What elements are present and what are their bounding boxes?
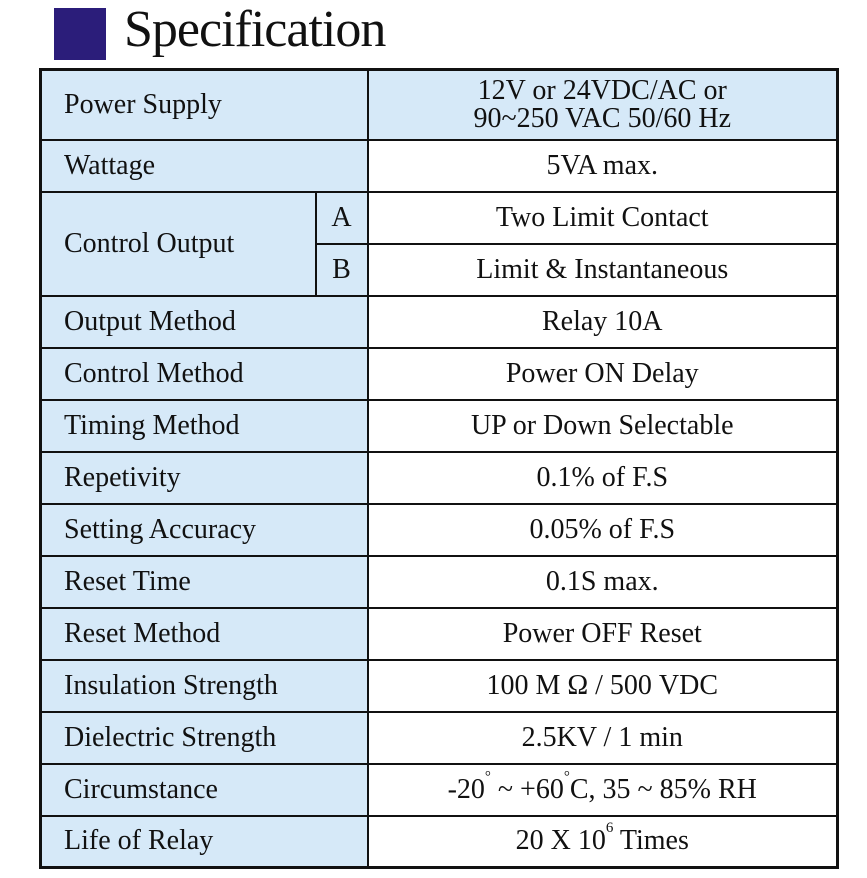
page-title: Specification bbox=[124, 1, 386, 58]
degree-mark: ° bbox=[484, 768, 491, 785]
table-row bbox=[41, 504, 838, 556]
table-row bbox=[41, 296, 838, 348]
spec-sub-label: A bbox=[316, 192, 368, 244]
spec-value: 100 M Ω / 500 VDC bbox=[368, 660, 838, 712]
table-row bbox=[41, 556, 838, 608]
degree-mark: ° bbox=[563, 768, 570, 785]
spec-label: Power Supply bbox=[41, 70, 368, 140]
relay-life-unit: Times bbox=[613, 825, 689, 857]
spec-value: 2.5KV / 1 min bbox=[368, 712, 838, 764]
spec-label: Repetivity bbox=[41, 452, 368, 504]
table-row bbox=[41, 816, 838, 868]
table-row bbox=[41, 348, 838, 400]
spec-label: Wattage bbox=[41, 140, 368, 192]
spec-label: Insulation Strength bbox=[41, 660, 368, 712]
table-row bbox=[41, 660, 838, 712]
spec-value: Limit & Instantaneous bbox=[368, 244, 838, 296]
relay-life-base: 20 X 10 bbox=[515, 825, 606, 857]
table-row bbox=[41, 70, 838, 140]
table-row bbox=[41, 400, 838, 452]
table-row bbox=[41, 452, 838, 504]
spec-value: 5VA max. bbox=[368, 140, 838, 192]
relay-life-exponent: 6 bbox=[605, 820, 614, 837]
spec-label: Control Output bbox=[41, 192, 316, 296]
table-row bbox=[41, 712, 838, 764]
spec-label: Output Method bbox=[41, 296, 368, 348]
spec-value bbox=[368, 816, 838, 868]
table-row bbox=[41, 764, 838, 816]
circumstance-min: -20 bbox=[447, 773, 485, 805]
spec-value: 0.1% of F.S bbox=[368, 452, 838, 504]
spec-value: 0.05% of F.S bbox=[368, 504, 838, 556]
table-row bbox=[41, 608, 838, 660]
spec-label: Timing Method bbox=[41, 400, 368, 452]
header-square-icon bbox=[54, 8, 106, 60]
circumstance-rest: C, 35 ~ 85% RH bbox=[569, 773, 757, 805]
spec-label: Dielectric Strength bbox=[41, 712, 368, 764]
spec-label: Reset Method bbox=[41, 608, 368, 660]
table-row bbox=[41, 140, 838, 192]
circumstance-max: ~ +60 bbox=[490, 773, 564, 805]
spec-value bbox=[368, 764, 838, 816]
spec-value bbox=[368, 70, 838, 140]
spec-value-line: 90~250 VAC 50/60 Hz bbox=[473, 102, 732, 134]
spec-value: UP or Down Selectable bbox=[368, 400, 838, 452]
spec-label: Life of Relay bbox=[41, 816, 368, 868]
spec-label: Setting Accuracy bbox=[41, 504, 368, 556]
spec-table bbox=[39, 68, 839, 869]
spec-label: Reset Time bbox=[41, 556, 368, 608]
spec-value: 0.1S max. bbox=[368, 556, 838, 608]
spec-label: Control Method bbox=[41, 348, 368, 400]
spec-sub-label: B bbox=[316, 244, 368, 296]
spec-label: Circumstance bbox=[41, 764, 368, 816]
spec-value: Power ON Delay bbox=[368, 348, 838, 400]
spec-value: Relay 10A bbox=[368, 296, 838, 348]
spec-value: Two Limit Contact bbox=[368, 192, 838, 244]
spec-value-line: 12V or 24VDC/AC or bbox=[477, 74, 727, 106]
table-row bbox=[41, 192, 838, 244]
spec-value: Power OFF Reset bbox=[368, 608, 838, 660]
